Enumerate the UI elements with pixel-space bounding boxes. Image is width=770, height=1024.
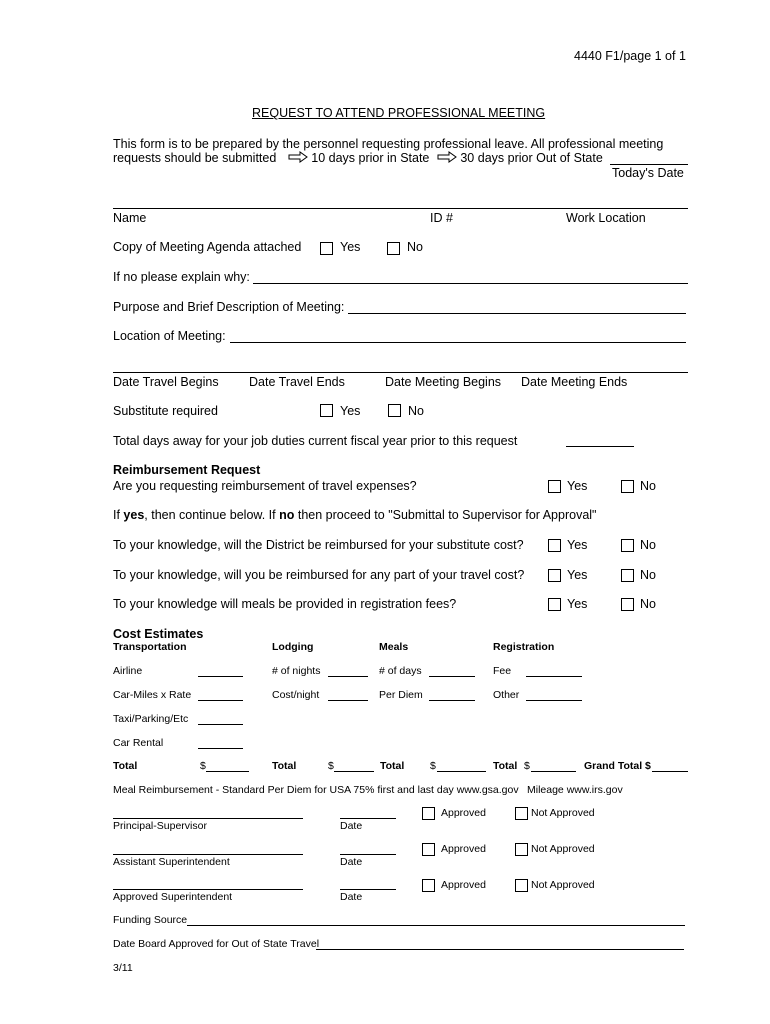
name-line[interactable]	[113, 208, 688, 209]
continue-end-text: then proceed to "Submittal to Supervisor for Approval"	[294, 508, 597, 522]
assistant-label: Assistant Superintendent	[113, 856, 230, 868]
cost-estimates-heading: Cost Estimates	[113, 627, 204, 641]
taxi-label: Taxi/Parking/Etc	[113, 713, 189, 725]
assistant-signature-line[interactable]	[113, 854, 303, 855]
approved-superintendent-label: Approved Superintendent	[113, 891, 233, 903]
lodging-total-label: Total	[272, 760, 297, 772]
superintendent-signature-line[interactable]	[113, 889, 303, 890]
assistant-not-approved-label: Not Approved	[531, 843, 595, 855]
other-line[interactable]	[526, 700, 582, 701]
meeting-begins-label: Date Meeting Begins	[385, 375, 502, 389]
q1-no-label: No	[640, 479, 656, 493]
reimbursement-question-4: To your knowledge will meals be provided in registration fees?	[113, 597, 457, 611]
todays-date-line[interactable]	[610, 164, 688, 165]
funding-source-label: Funding Source	[113, 914, 188, 926]
q3-yes-checkbox[interactable]	[548, 569, 561, 582]
cost-night-line[interactable]	[328, 700, 368, 701]
meals-total-label: Total	[380, 760, 405, 772]
principal-approved-label: Approved	[441, 807, 486, 819]
car-rental-label: Car Rental	[113, 737, 164, 749]
meal-reimbursement-note: Meal Reimbursement - Standard Per Diem for USA 75% first and last day www.gsa.gov	[113, 784, 519, 796]
assistant-approved-checkbox[interactable]	[422, 843, 435, 856]
transport-total-line[interactable]	[206, 771, 249, 772]
col-meals: Meals	[379, 641, 409, 653]
per-diem-line[interactable]	[429, 700, 475, 701]
lodging-total-line[interactable]	[334, 771, 374, 772]
taxi-line[interactable]	[198, 724, 243, 725]
superintendent-not-approved-checkbox[interactable]	[515, 879, 528, 892]
agenda-yes-label: Yes	[340, 240, 361, 254]
transport-dollar: $	[200, 760, 206, 772]
explain-line[interactable]	[253, 283, 688, 284]
continue-instruction	[113, 508, 596, 522]
todays-date-label: Today's Date	[612, 166, 684, 180]
superintendent-approved-checkbox[interactable]	[422, 879, 435, 892]
meals-dollar: $	[430, 760, 436, 772]
form-title: REQUEST TO ATTEND PROFESSIONAL MEETING	[252, 106, 546, 120]
assistant-approved-label: Approved	[441, 843, 486, 855]
board-approval-label: Date Board Approved for Out of State Travel	[113, 938, 320, 950]
principal-signature-line[interactable]	[113, 818, 303, 819]
continue-yes-text: yes	[123, 508, 145, 522]
days-label: # of days	[379, 665, 422, 677]
q4-no-checkbox[interactable]	[621, 598, 634, 611]
q2-no-label: No	[640, 538, 656, 552]
q2-no-checkbox[interactable]	[621, 539, 634, 552]
reimbursement-question-3: To your knowledge, will you be reimbursed for any part of your travel cost?	[113, 568, 525, 582]
travel-begins-label: Date Travel Begins	[113, 375, 219, 389]
nights-label: # of nights	[272, 665, 321, 677]
registration-total-label: Total	[493, 760, 518, 772]
explain-label: If no please explain why:	[113, 270, 250, 284]
superintendent-date-label: Date	[340, 891, 363, 903]
purpose-label: Purpose and Brief Description of Meeting:	[113, 300, 345, 314]
principal-date-label: Date	[340, 820, 363, 832]
col-registration: Registration	[493, 641, 555, 653]
meeting-ends-label: Date Meeting Ends	[521, 375, 628, 389]
fee-label: Fee	[493, 665, 512, 677]
col-transportation: Transportation	[113, 641, 187, 653]
dates-line[interactable]	[113, 372, 688, 373]
agenda-no-checkbox[interactable]	[387, 242, 400, 255]
work-location-label: Work Location	[566, 211, 646, 225]
q3-no-label: No	[640, 568, 656, 582]
agenda-no-label: No	[407, 240, 423, 254]
substitute-yes-label: Yes	[340, 404, 361, 418]
airline-label: Airline	[113, 665, 143, 677]
q2-yes-checkbox[interactable]	[548, 539, 561, 552]
purpose-line[interactable]	[348, 313, 686, 314]
q1-yes-checkbox[interactable]	[548, 480, 561, 493]
location-line[interactable]	[230, 342, 686, 343]
intro-line-2	[113, 151, 603, 165]
days-line[interactable]	[429, 676, 475, 677]
grand-total-line[interactable]	[652, 771, 688, 772]
arrow-right-icon	[288, 151, 308, 163]
board-approval-line[interactable]	[316, 949, 684, 950]
principal-not-approved-label: Not Approved	[531, 807, 595, 819]
car-miles-label: Car-Miles x Rate	[113, 689, 192, 701]
grand-total-label: Grand Total $	[584, 760, 651, 772]
substitute-no-label: No	[408, 404, 424, 418]
col-lodging: Lodging	[272, 641, 314, 653]
continue-mid-text: , then continue below. If	[144, 508, 280, 522]
name-label: Name	[113, 211, 147, 225]
agenda-label: Copy of Meeting Agenda attached	[113, 240, 302, 254]
in-state-text: 10 days prior in State	[311, 151, 430, 165]
per-diem-label: Per Diem	[379, 689, 423, 701]
q1-yes-label: Yes	[567, 479, 588, 493]
id-label: ID #	[430, 211, 453, 225]
assistant-date-label: Date	[340, 856, 363, 868]
nights-line[interactable]	[328, 676, 368, 677]
reimbursement-question-2: To your knowledge, will the District be reimbursed for your substitute cost?	[113, 538, 524, 552]
revision-date: 3/11	[113, 962, 133, 974]
continue-no-text: no	[279, 508, 295, 522]
substitute-label: Substitute required	[113, 404, 218, 418]
mileage-note: Mileage www.irs.gov	[527, 784, 623, 796]
registration-total-line[interactable]	[531, 771, 576, 772]
superintendent-not-approved-label: Not Approved	[531, 879, 595, 891]
fee-line[interactable]	[526, 676, 582, 677]
out-state-text: 30 days prior Out of State	[460, 151, 603, 165]
principal-label: Principal-Supervisor	[113, 820, 207, 832]
airline-line[interactable]	[198, 676, 243, 677]
q2-yes-label: Yes	[567, 538, 588, 552]
q4-yes-checkbox[interactable]	[548, 598, 561, 611]
other-label: Other	[493, 689, 520, 701]
car-miles-line[interactable]	[198, 700, 243, 701]
car-rental-line[interactable]	[198, 748, 243, 749]
assistant-date-line[interactable]	[340, 854, 396, 855]
principal-date-line[interactable]	[340, 818, 396, 819]
location-label: Location of Meeting:	[113, 329, 226, 343]
cost-night-label: Cost/night	[272, 689, 320, 701]
substitute-no-checkbox[interactable]	[388, 404, 401, 417]
meals-total-line[interactable]	[437, 771, 486, 772]
principal-not-approved-checkbox[interactable]	[515, 807, 528, 820]
continue-if-text: If	[113, 508, 124, 522]
principal-approved-checkbox[interactable]	[422, 807, 435, 820]
registration-dollar: $	[524, 760, 530, 772]
q1-no-checkbox[interactable]	[621, 480, 634, 493]
travel-ends-label: Date Travel Ends	[249, 375, 345, 389]
intro-line-1: This form is to be prepared by the personnel requesting professional leave. All professional meeting	[113, 137, 664, 151]
reimbursement-question-1: Are you requesting reimbursement of travel expenses?	[113, 479, 417, 493]
total-days-label: Total days away for your job duties current fiscal year prior to this request	[113, 434, 518, 448]
assistant-not-approved-checkbox[interactable]	[515, 843, 528, 856]
total-days-line[interactable]	[566, 446, 634, 447]
intro-submitted-text: requests should be submitted	[113, 151, 277, 165]
q3-yes-label: Yes	[567, 568, 588, 582]
page-reference: 4440 F1/page 1 of 1	[574, 49, 686, 63]
q4-no-label: No	[640, 597, 656, 611]
lodging-dollar: $	[328, 760, 334, 772]
superintendent-date-line[interactable]	[340, 889, 396, 890]
superintendent-approved-label: Approved	[441, 879, 486, 891]
arrow-right-icon	[437, 151, 457, 163]
q3-no-checkbox[interactable]	[621, 569, 634, 582]
q4-yes-label: Yes	[567, 597, 588, 611]
agenda-yes-checkbox[interactable]	[320, 242, 333, 255]
substitute-yes-checkbox[interactable]	[320, 404, 333, 417]
reimbursement-heading: Reimbursement Request	[113, 463, 261, 477]
transport-total-label: Total	[113, 760, 138, 772]
funding-source-line[interactable]	[187, 925, 685, 926]
